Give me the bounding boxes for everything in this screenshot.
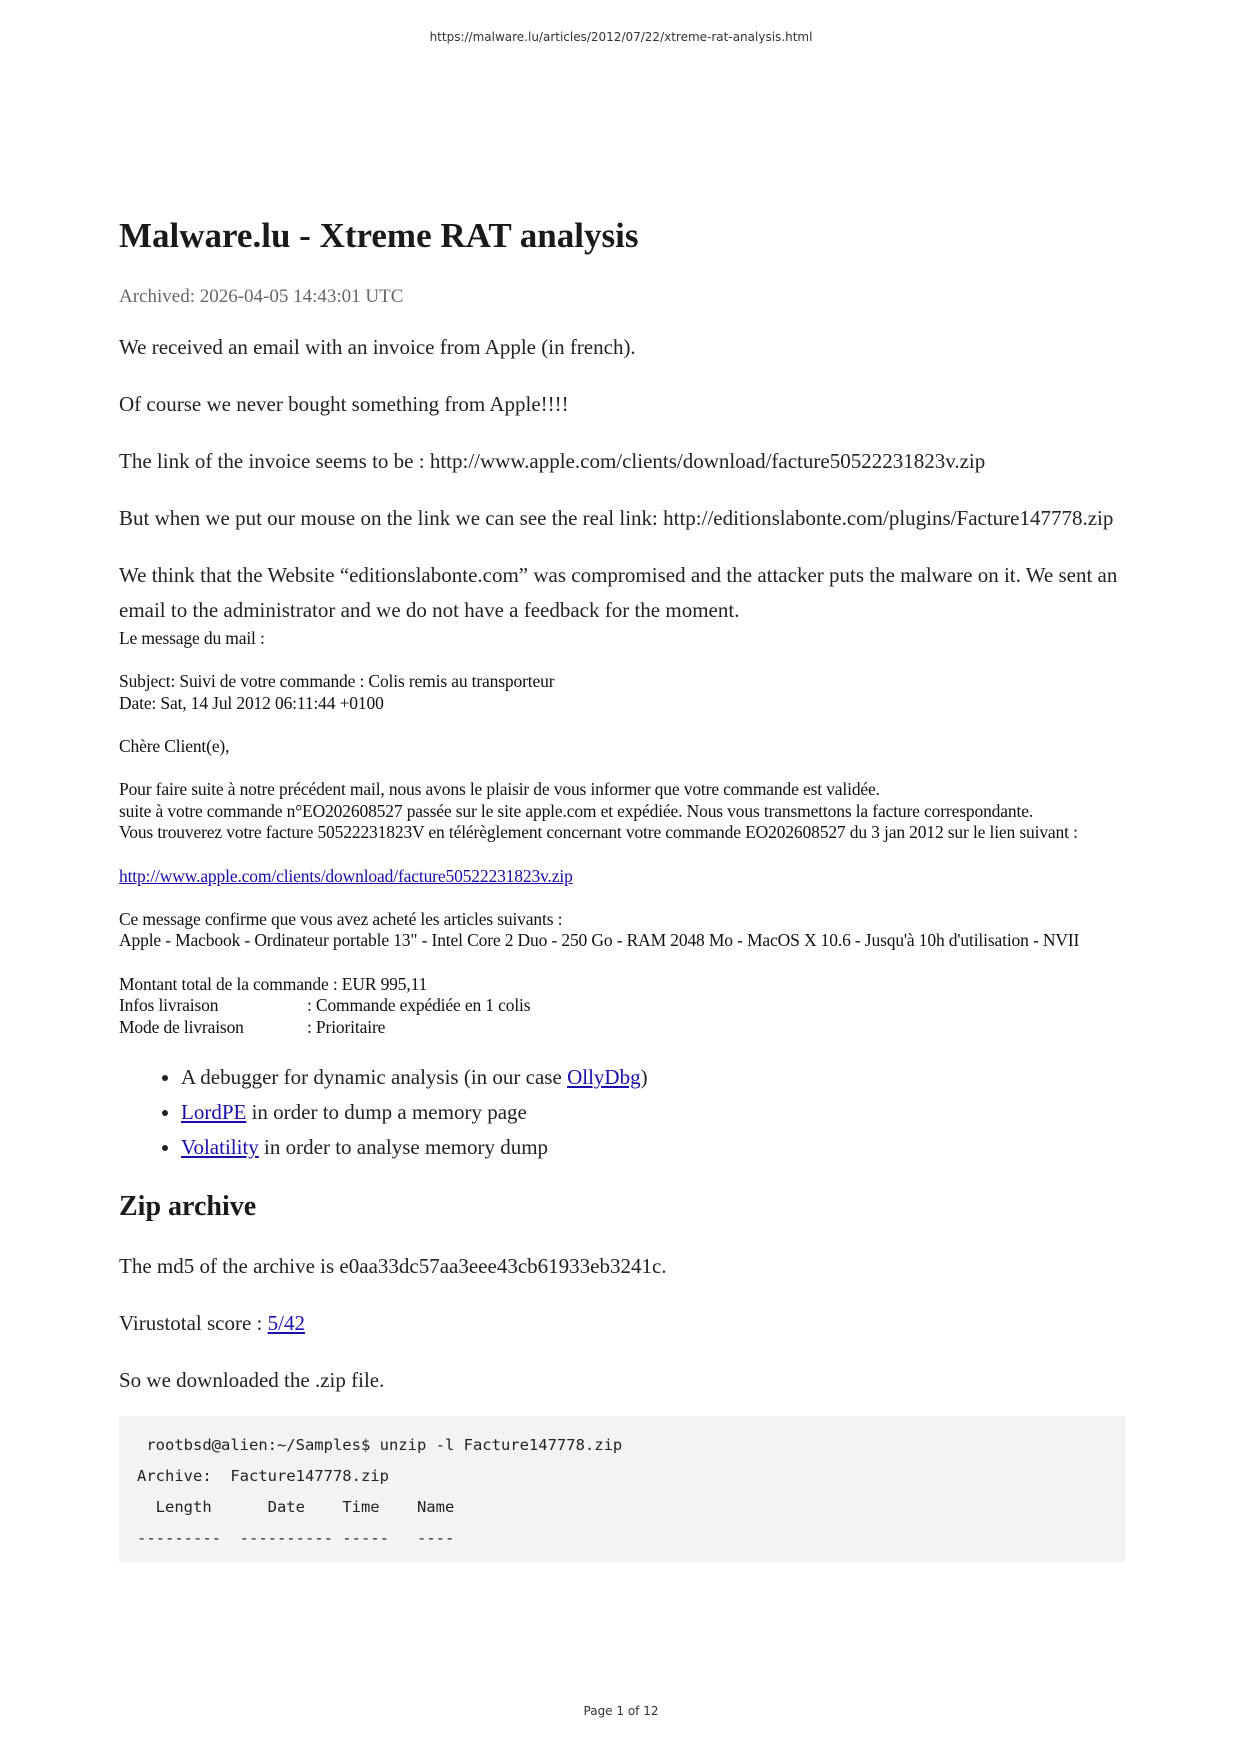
volatility-link[interactable]: Volatility (181, 1135, 259, 1159)
ollydbg-link[interactable]: OllyDbg (567, 1065, 641, 1089)
section-heading-zip-archive: Zip archive (119, 1191, 257, 1222)
paragraph-virustotal: Virustotal score : 5/42 (119, 1311, 305, 1335)
paragraph-real-link: But when we put our mouse on the link we can see the real link: http://editionslabonte.com/plugins/Facture147778.zip (119, 506, 1114, 530)
email-screenshot (119, 628, 1125, 1034)
list-item: • Volatility in order to analyse memory dump (181, 1130, 1125, 1165)
code-block (119, 1416, 1125, 1562)
email-date: Date: Sat, 14 Jul 2012 06:11:44 +0100 (119, 692, 384, 713)
tools-list (119, 1060, 1125, 1165)
paragraph-invoice-link: The link of the invoice seems to be : http://www.apple.com/clients/download/facture50522231823v.zip (119, 449, 986, 473)
email-subject: Subject: Suivi de votre commande : Colis remis au transporteur (119, 671, 555, 692)
paragraph-downloaded: So we downloaded the .zip file. (119, 1368, 385, 1392)
email-infos (119, 995, 1125, 1017)
email-mode-label: Mode de livraison (119, 1016, 244, 1034)
code-line: Archive: Facture147778.zip (137, 1467, 389, 1485)
email-product: Apple - Macbook - Ordinateur portable 13" - Intel Core 2 Duo - 250 Go - RAM 2048 Mo - MacOS X 10.6 - Jusqu'à 10h d'utilisation - NVII (119, 930, 1080, 951)
email-infos-value: : Commande expédiée en 1 colis (307, 995, 531, 1016)
list-item: • LordPE in order to dump a memory page (181, 1095, 1125, 1130)
virustotal-link[interactable]: 5/42 (267, 1311, 305, 1335)
email-body-line: Vous trouverez votre facture 50522231823V en télérèglement concernant votre commande EO202608527 du 3 jan 2012 sur le lien suivant : (119, 822, 1078, 843)
code-line: rootbsd@alien:~/Samples$ unzip -l Facture147778.zip (137, 1436, 623, 1454)
lordpe-link[interactable]: LordPE (181, 1100, 247, 1124)
list-item: • A debugger for dynamic analysis (in our case OllyDbg) (181, 1060, 1125, 1095)
email-header: Le message du mail : (119, 628, 265, 648)
code-line: --------- ---------- ----- ---- (137, 1529, 455, 1547)
paragraph-intro: We received an email with an invoice from Apple (in french). (119, 335, 636, 359)
email-total: Montant total de la commande : EUR 995,11 (119, 973, 428, 994)
archived-timestamp: Archived: 2026-04-05 14:43:01 UTC (119, 286, 404, 307)
paragraph-never-bought: Of course we never bought something from Apple!!!! (119, 392, 569, 416)
code-line: Length Date Time Name (137, 1498, 455, 1516)
email-mode (119, 1017, 1125, 1034)
email-greeting: Chère Client(e), (119, 735, 230, 756)
email-confirm: Ce message confirme que vous avez acheté les articles suivants : (119, 908, 563, 929)
paragraph-compromised: We think that the Website “editionslabonte.com” was compromised and the attacker puts the malware on it. We sent an email to the administrator and we do not have a feedback for the moment. (119, 563, 1118, 622)
page-title: Malware.lu - Xtreme RAT analysis (119, 216, 639, 255)
article (119, 212, 1125, 1562)
page-number: Page 1 of 12 (583, 1704, 659, 1718)
email-mode-value: : Prioritaire (307, 1016, 386, 1034)
paragraph-md5: The md5 of the archive is e0aa33dc57aa3eee43cb61933eb3241c. (119, 1254, 667, 1278)
email-body-line: Pour faire suite à notre précédent mail, nous avons le plaisir de vous informer que votre commande est validée. (119, 779, 880, 800)
email-link: http://www.apple.com/clients/download/facture50522231823v.zip (119, 865, 573, 886)
email-body-line: suite à votre commande n°EO202608527 passée sur le site apple.com et expédiée. Nous vous transmettons la facture correspondante. (119, 800, 1034, 821)
page-url: https://malware.lu/articles/2012/07/22/xtreme-rat-analysis.html (429, 30, 813, 44)
email-infos-label: Infos livraison (119, 995, 219, 1016)
